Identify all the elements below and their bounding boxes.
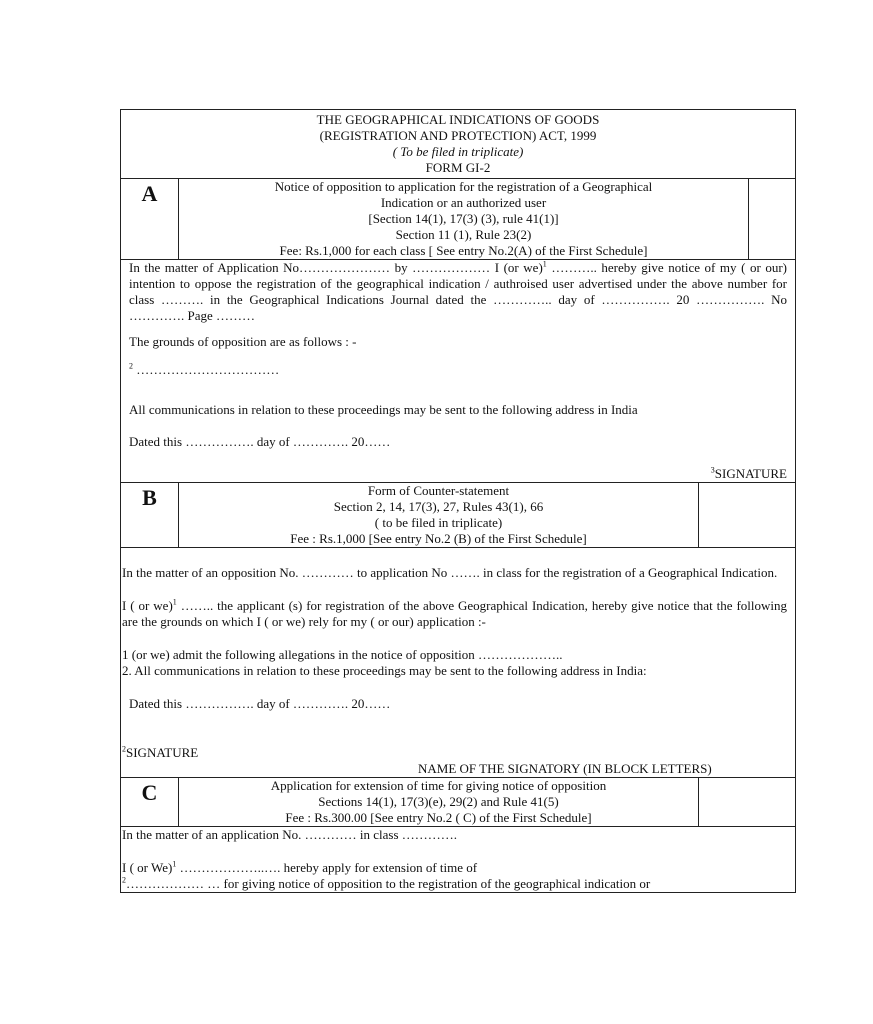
form-gi-2 [120, 109, 796, 893]
section-b-fee: Fee : Rs.1,000 [See entry No.2 (B) of the First Schedule] [290, 531, 587, 546]
section-b-body [121, 565, 795, 778]
section-c-apply-text: I ( or We) [122, 860, 173, 875]
section-c-blank-cell [698, 778, 795, 826]
section-c-matter: In the matter of an application No. ………… in class …………. [122, 827, 458, 842]
act-title-line2: (REGISTRATION AND PROTECTION) ACT, 1999 [319, 128, 597, 143]
section-a-signature-label: SIGNATURE [714, 466, 787, 481]
section-b-title-line1: Form of Counter-statement [367, 483, 510, 498]
section-a-communications: All communications in relation to these proceedings may be sent to the following address in India [129, 402, 638, 417]
section-a-dated: Dated this ……………. day of …………. 20…… [129, 434, 391, 449]
section-b-title-line3: ( to be filed in triplicate) [374, 515, 503, 530]
section-a-title-line2: Indication or an authorized user [380, 195, 547, 210]
section-c-title-line2: Sections 14(1), 17(3)(e), 29(2) and Rule 41(5) [318, 794, 559, 809]
section-c-notice-text: ……………… … for giving notice of opposition to the registration of the geographical indication or [126, 876, 651, 891]
section-a-title [179, 179, 748, 259]
footnote-marker: 1 [172, 859, 177, 869]
section-a-title-line3: [Section 14(1), 17(3) (3), rule 41(1)] [368, 211, 559, 226]
act-title-line1: THE GEOGRAPHICAL INDICATIONS OF GOODS [316, 112, 600, 127]
section-a-signature [129, 466, 787, 482]
section-b-applicant-text: I ( or we) [122, 598, 173, 613]
section-a-blank-cell [748, 179, 795, 259]
section-a-grounds: The grounds of opposition are as follows : - [129, 334, 357, 349]
footnote-marker: 1 [542, 259, 547, 269]
footnote-marker: 2 [129, 361, 133, 371]
section-a-title-line1: Notice of opposition to application for the registration of a Geographical [274, 179, 653, 194]
section-a-body [121, 260, 795, 483]
section-b-signature-label: SIGNATURE [126, 745, 199, 760]
filing-note: ( To be filed in triplicate) [392, 144, 524, 159]
section-a-matter-text: In the matter of Application No………………… by ……………… I (or we) [129, 260, 543, 275]
section-a-matter-text-rest: ……….. hereby give notice of my ( or our) intention to oppose the registration of the geographical indication / authroised user advertised under the above number for class ………. in the Geographical Indications Journal dated the ………….. day of ……………. 20 ……………. No …………. Page ……… [129, 260, 788, 323]
section-c-header [121, 778, 795, 827]
section-c-title [179, 778, 698, 826]
section-a-header [121, 179, 795, 260]
section-c-notice [122, 876, 791, 892]
section-b-title-line2: Section 2, 14, 17(3), 27, Rules 43(1), 66 [333, 499, 544, 514]
section-c-letter: C [121, 778, 179, 826]
form-name: FORM GI-2 [425, 160, 491, 175]
section-b-title [179, 483, 698, 547]
section-b-item-2: 2. All communications in relation to these proceedings may be sent to the following address in India: [122, 663, 647, 678]
section-b-header [121, 483, 795, 548]
section-a-grounds-dots: …………………………… [133, 362, 280, 377]
section-b-signatory-name: NAME OF THE SIGNATORY (IN BLOCK LETTERS) [418, 761, 712, 776]
section-b-signature [122, 745, 787, 761]
footnote-marker: 2 [122, 876, 126, 885]
section-b-applicant-text-rest: …….. the applicant (s) for registration of the above Geographical Indication, hereby give notice that the following are the grounds on which I ( or we) rely for my ( or our) application :- [122, 598, 787, 629]
section-a-title-line4: Section 11 (1), Rule 23(2) [395, 227, 532, 242]
section-c-body [121, 827, 795, 892]
section-c-apply-text-rest: ………………..…. hereby apply for extension of time of [176, 860, 478, 875]
section-b-applicant-paragraph [122, 598, 787, 630]
section-b-blank-cell [698, 483, 795, 547]
section-b-matter-paragraph: In the matter of an opposition No. ………… to application No ……. in class for the registration of a Geographical Indication. [122, 565, 778, 580]
section-a-letter: A [121, 179, 179, 259]
section-a-fee: Fee: Rs.1,000 for each class [ See entry No.2(A) of the First Schedule] [279, 243, 648, 258]
footnote-marker: 1 [172, 597, 177, 607]
section-a-matter-paragraph [129, 260, 787, 324]
footnote-marker: 2 [122, 744, 126, 754]
section-b-letter: B [121, 483, 179, 547]
section-c-title-line1: Application for extension of time for giving notice of opposition [270, 778, 607, 793]
form-header [121, 110, 795, 179]
section-c-fee: Fee : Rs.300.00 [See entry No.2 ( C) of the First Schedule] [285, 810, 592, 825]
section-b-dated: Dated this ……………. day of …………. 20…… [129, 696, 391, 711]
section-a-grounds-line [129, 362, 787, 378]
section-b-item-1: 1 (or we) admit the following allegations in the notice of opposition ……………….. [122, 647, 563, 662]
section-c-apply [122, 860, 791, 876]
footnote-marker: 3 [710, 465, 715, 475]
